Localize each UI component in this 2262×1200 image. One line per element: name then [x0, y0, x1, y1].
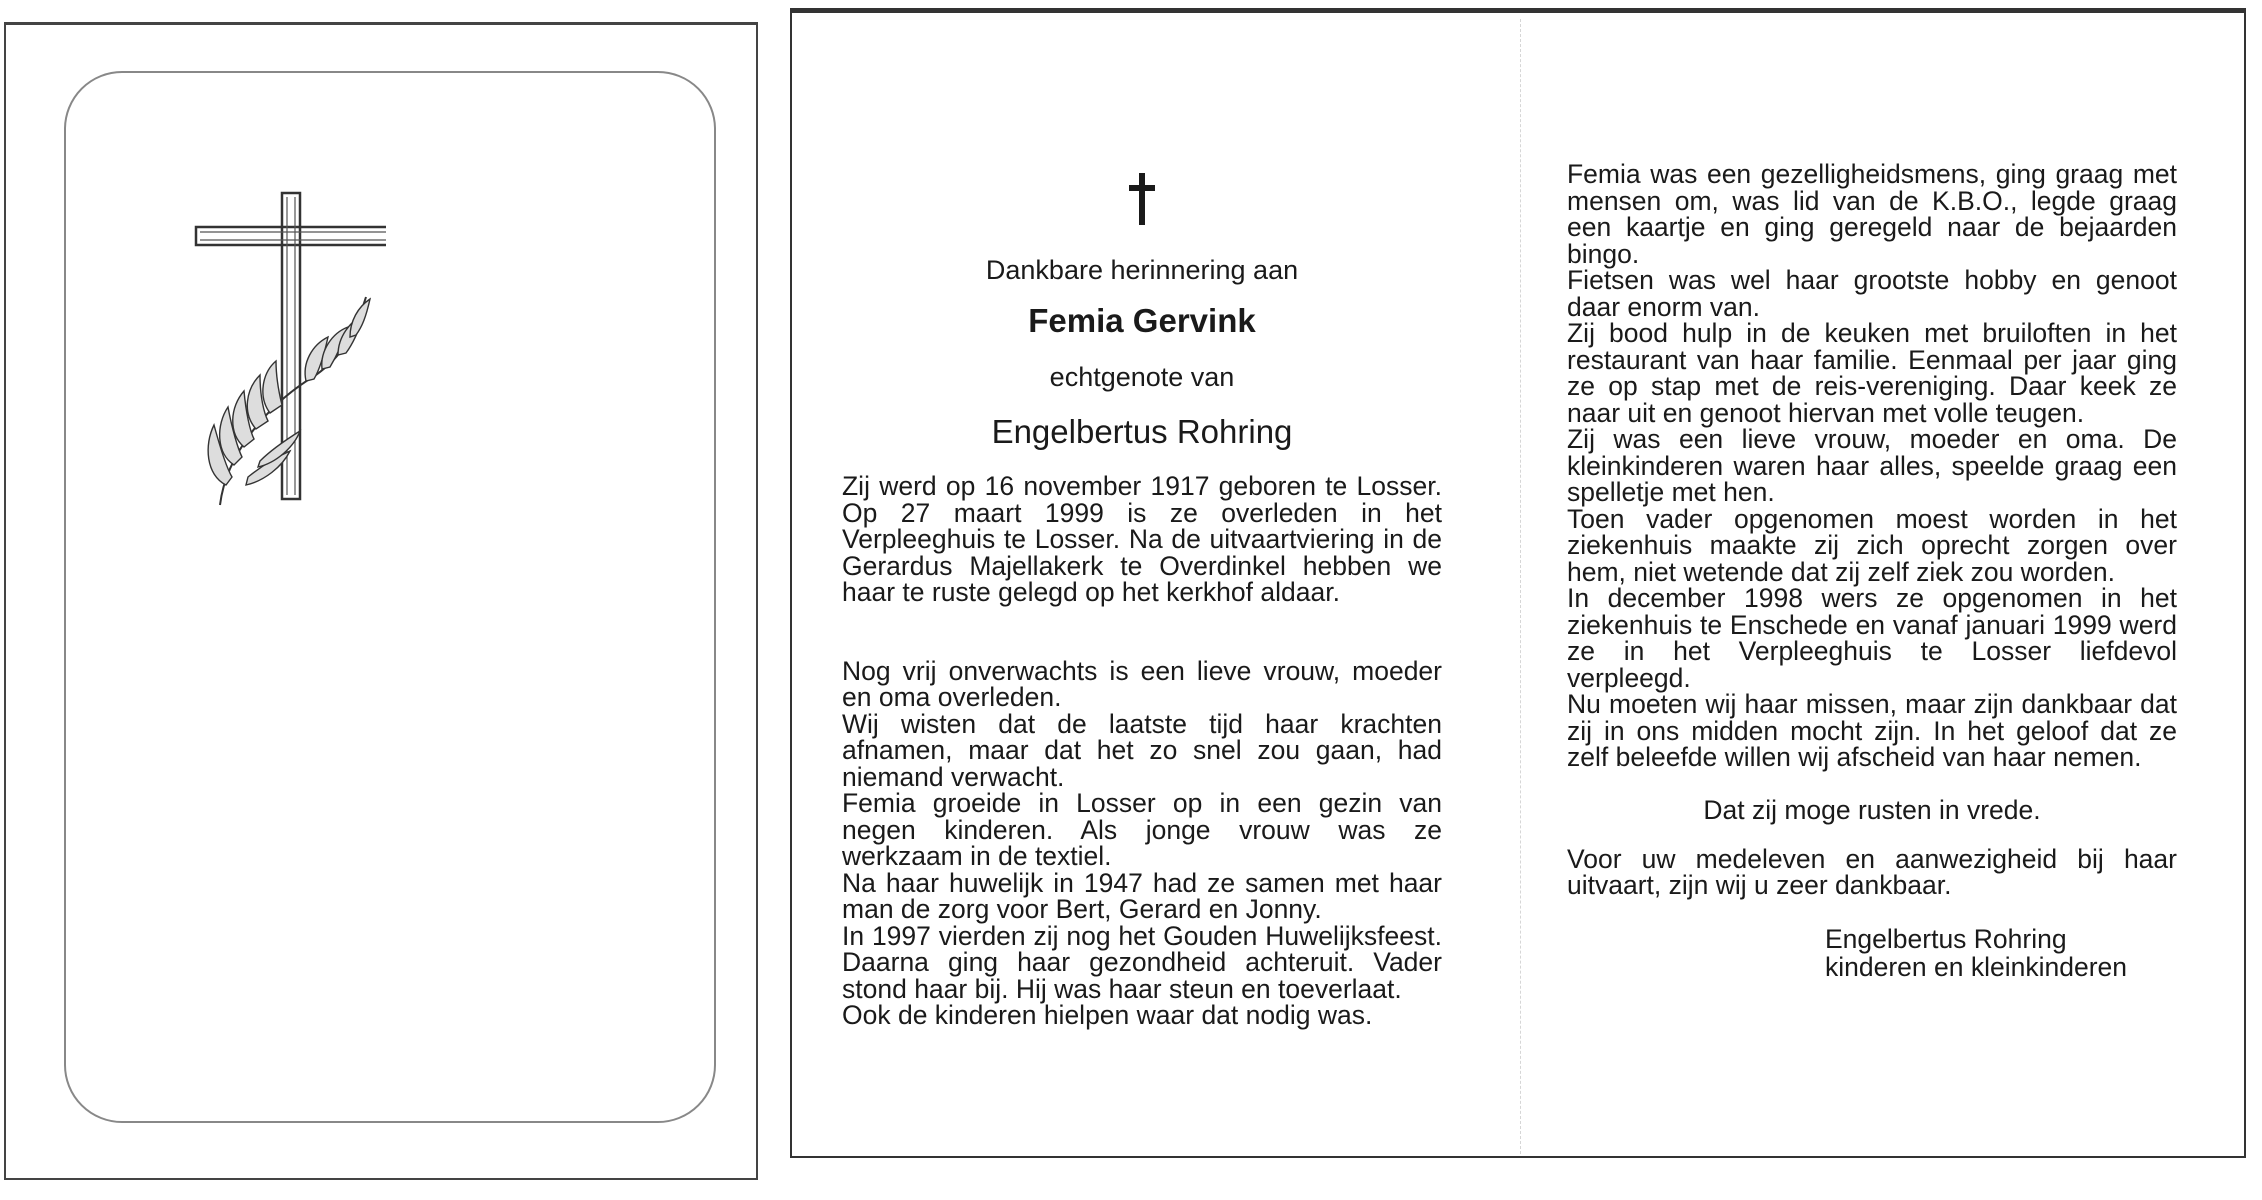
thanks-text: Voor uw medeleven en aanwezigheid bij haar uitvaart, zijn wij u zeer dankbaar. [1567, 843, 2177, 900]
cross-icon [1127, 173, 1157, 225]
biography-paragraph: In december 1998 wers ze opgenomen in het ziekenhuis te Enschede en vanaf januari 1999 werd ze in het Verpleeghuis te Losser liefdevol verpleegd. [1567, 583, 2177, 693]
cross-with-palm-branch-icon [186, 185, 386, 525]
left-page [842, 163, 1442, 1029]
biography-paragraph: In 1997 vierden zij nog het Gouden Huwelijksfeest. Daarna ging haar gezondheid achteruit. Vader stond haar bij. Hij was haar steun en toeverlaat. [842, 920, 1442, 1004]
farewell-text: Dat zij moge rusten in vrede. [1703, 794, 2041, 825]
rounded-frame [64, 71, 716, 1123]
biography-paragraph: Toen vader opgenomen moest worden in het ziekenhuis maakte zij zich oprecht zorgen over hem, niet wetende dat zij zelf ziek zou worden. [1567, 503, 2177, 587]
biography-paragraph: Zij bood hulp in de keuken met bruiloften in het restaurant van haar familie. Eenmaal per jaar ging ze op stap met de reis-vereniging. Daar keek ze naar uit en genoot hiervan met volle teugen. [1567, 318, 2177, 428]
biography-paragraph: Zij was een lieve vrouw, moeder en oma. De kleinkinderen waren haar alles, speelde graag een spelletje met hen. [1567, 424, 2177, 507]
biography-paragraph: Nog vrij onverwachts is een lieve vrouw, moeder en oma overleden. [842, 655, 1442, 712]
biography-paragraph: Wij wisten dat de laatste tijd haar krachten afnamen, maar dat het zo snel zou gaan, had niemand verwacht. [842, 708, 1442, 792]
card-front [4, 22, 758, 1180]
signature-block [1825, 925, 2177, 981]
signature-family: kinderen en kleinkinderen [1825, 951, 2128, 982]
card-inside [790, 8, 2246, 1158]
right-page [1567, 161, 2177, 981]
biography-paragraph: Ook de kinderen hielpen waar dat nodig was. [842, 1000, 1373, 1030]
biography-paragraph: Nu moeten wij haar missen, maar zijn dankbaar dat zij in ons midden mocht zijn. In het geloof dat ze zelf beleefde willen wij afscheid van haar nemen. [1567, 689, 2177, 772]
biography-paragraph: Femia was een gezelligheidsmens, ging graag met mensen om, was lid van de K.B.O., legde graag een kaartje en ging geregeld naar de bejaarden bingo. [1567, 159, 2177, 269]
biography-paragraph: Fietsen was wel haar grootste hobby en genoot daar enorm van. [1567, 265, 2177, 322]
spouse-label: echtgenote van [1049, 362, 1235, 392]
intro-text: Dankbare herinnering aan [985, 255, 1299, 285]
biography-paragraph: Femia groeide in Losser op in een gezin van negen kinderen. Als jonge vrouw was ze werkzaam in de textiel. [842, 788, 1442, 871]
fold-line [1520, 19, 1521, 1154]
spouse-name: Engelbertus Rohring [991, 413, 1293, 450]
biography-paragraph: Na haar huwelijk in 1947 had ze samen met haar man de zorg voor Bert, Gerard en Jonny. [842, 867, 1442, 924]
biography-paragraph: Zij werd op 16 november 1917 geboren te Losser. Op 27 maart 1999 is ze overleden in het Verpleeghuis te Losser. Na de uitvaartviering in de Gerardus Majellakerk te Overdinkel hebben we haar te ruste gelegd op het kerkhof aldaar. [842, 471, 1442, 607]
signature-name: Engelbertus Rohring [1825, 923, 2067, 954]
deceased-name: Femia Gervink [1028, 302, 1256, 339]
